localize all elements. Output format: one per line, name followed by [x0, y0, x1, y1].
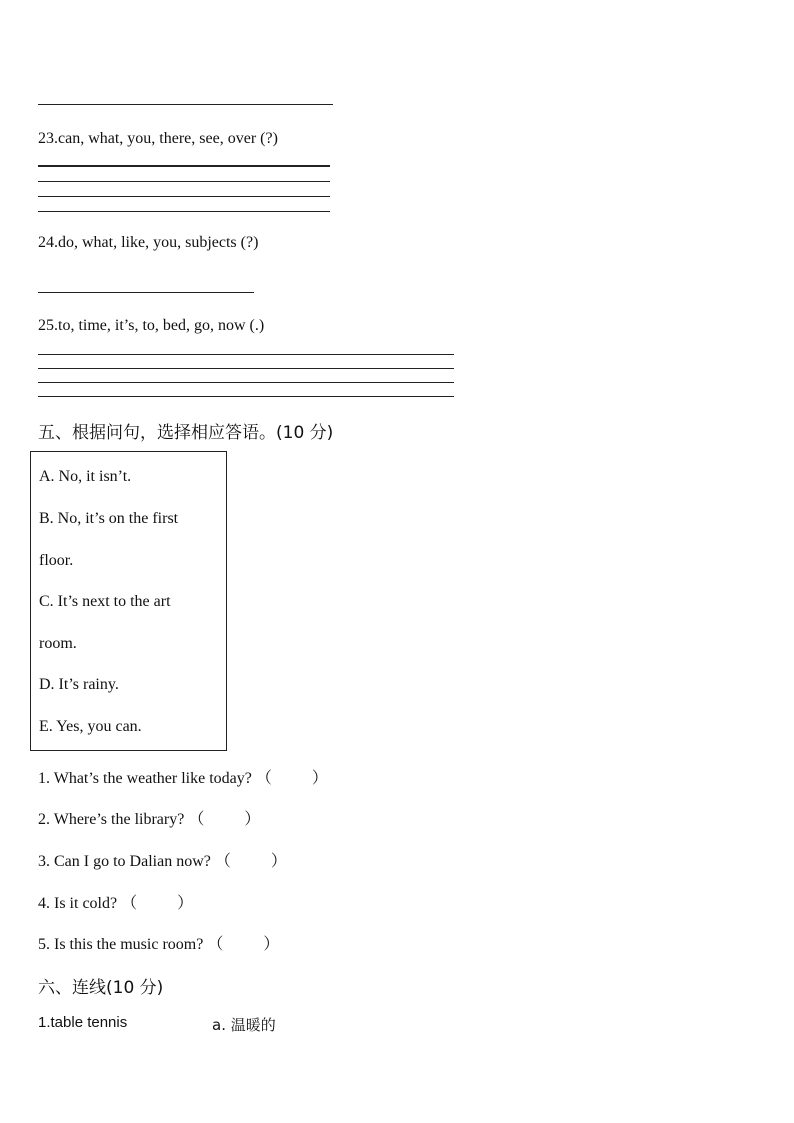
option-item: D. It’s rainy. [39, 676, 119, 693]
match-left-item[interactable]: 1.table tennis [38, 1014, 128, 1031]
answer-paren-close: ） [270, 851, 287, 870]
question-number: 25. [38, 317, 58, 334]
answer-line [38, 196, 330, 197]
question-25 [38, 317, 264, 335]
answer-line [38, 354, 454, 355]
question-words: can, what, you, there, see, over (?) [58, 130, 278, 147]
answer-paren-close: ） [177, 893, 194, 912]
question-number: 23. [38, 130, 58, 147]
answer-line [38, 211, 330, 212]
option-item: B. No, it’s on the first [39, 510, 179, 527]
match-right-item[interactable]: a. 温暖的 [212, 1016, 276, 1034]
question-24 [38, 234, 258, 252]
section-heading: 五、根据问句，选择相应答语。(10 分) [38, 423, 334, 443]
answer-paren-open: （ [214, 851, 231, 870]
answer-paren-open: （ [188, 809, 205, 828]
answer-paren-open: （ [255, 768, 272, 787]
option-item: room. [39, 635, 77, 652]
option-item: C. It’s next to the art [39, 593, 171, 610]
options-box [30, 451, 227, 751]
question-item [38, 931, 279, 954]
answer-line [38, 368, 454, 369]
answer-paren-close: ） [244, 809, 261, 828]
question-text: 4. Is it cold? [38, 895, 118, 912]
section-heading: 六、连线(10 分) [38, 978, 164, 998]
answer-paren-close: ） [263, 934, 280, 953]
question-text: 1. What’s the weather like today? [38, 770, 252, 787]
question-words: do, what, like, you, subjects (?) [58, 234, 259, 251]
question-words: to, time, it’s, to, bed, go, now (.) [58, 317, 265, 334]
answer-line [38, 396, 454, 397]
question-item [38, 890, 193, 913]
answer-line [38, 104, 333, 105]
question-text: 5. Is this the music room? [38, 936, 204, 953]
answer-line [38, 292, 254, 293]
option-item: floor. [39, 552, 74, 569]
question-item [38, 848, 287, 871]
option-item: E. Yes, you can. [39, 718, 142, 735]
question-number: 24. [38, 234, 58, 251]
answer-line [38, 181, 330, 182]
answer-paren-open: （ [121, 893, 138, 912]
answer-line [38, 382, 454, 383]
answer-paren-open: （ [207, 934, 224, 953]
answer-line [38, 165, 330, 167]
answer-paren-close: ） [311, 768, 328, 787]
question-23 [38, 130, 278, 148]
question-text: 2. Where’s the library? [38, 811, 185, 828]
question-item [38, 765, 328, 788]
question-text: 3. Can I go to Dalian now? [38, 853, 211, 870]
question-item [38, 806, 260, 829]
option-item: A. No, it isn’t. [39, 468, 132, 485]
